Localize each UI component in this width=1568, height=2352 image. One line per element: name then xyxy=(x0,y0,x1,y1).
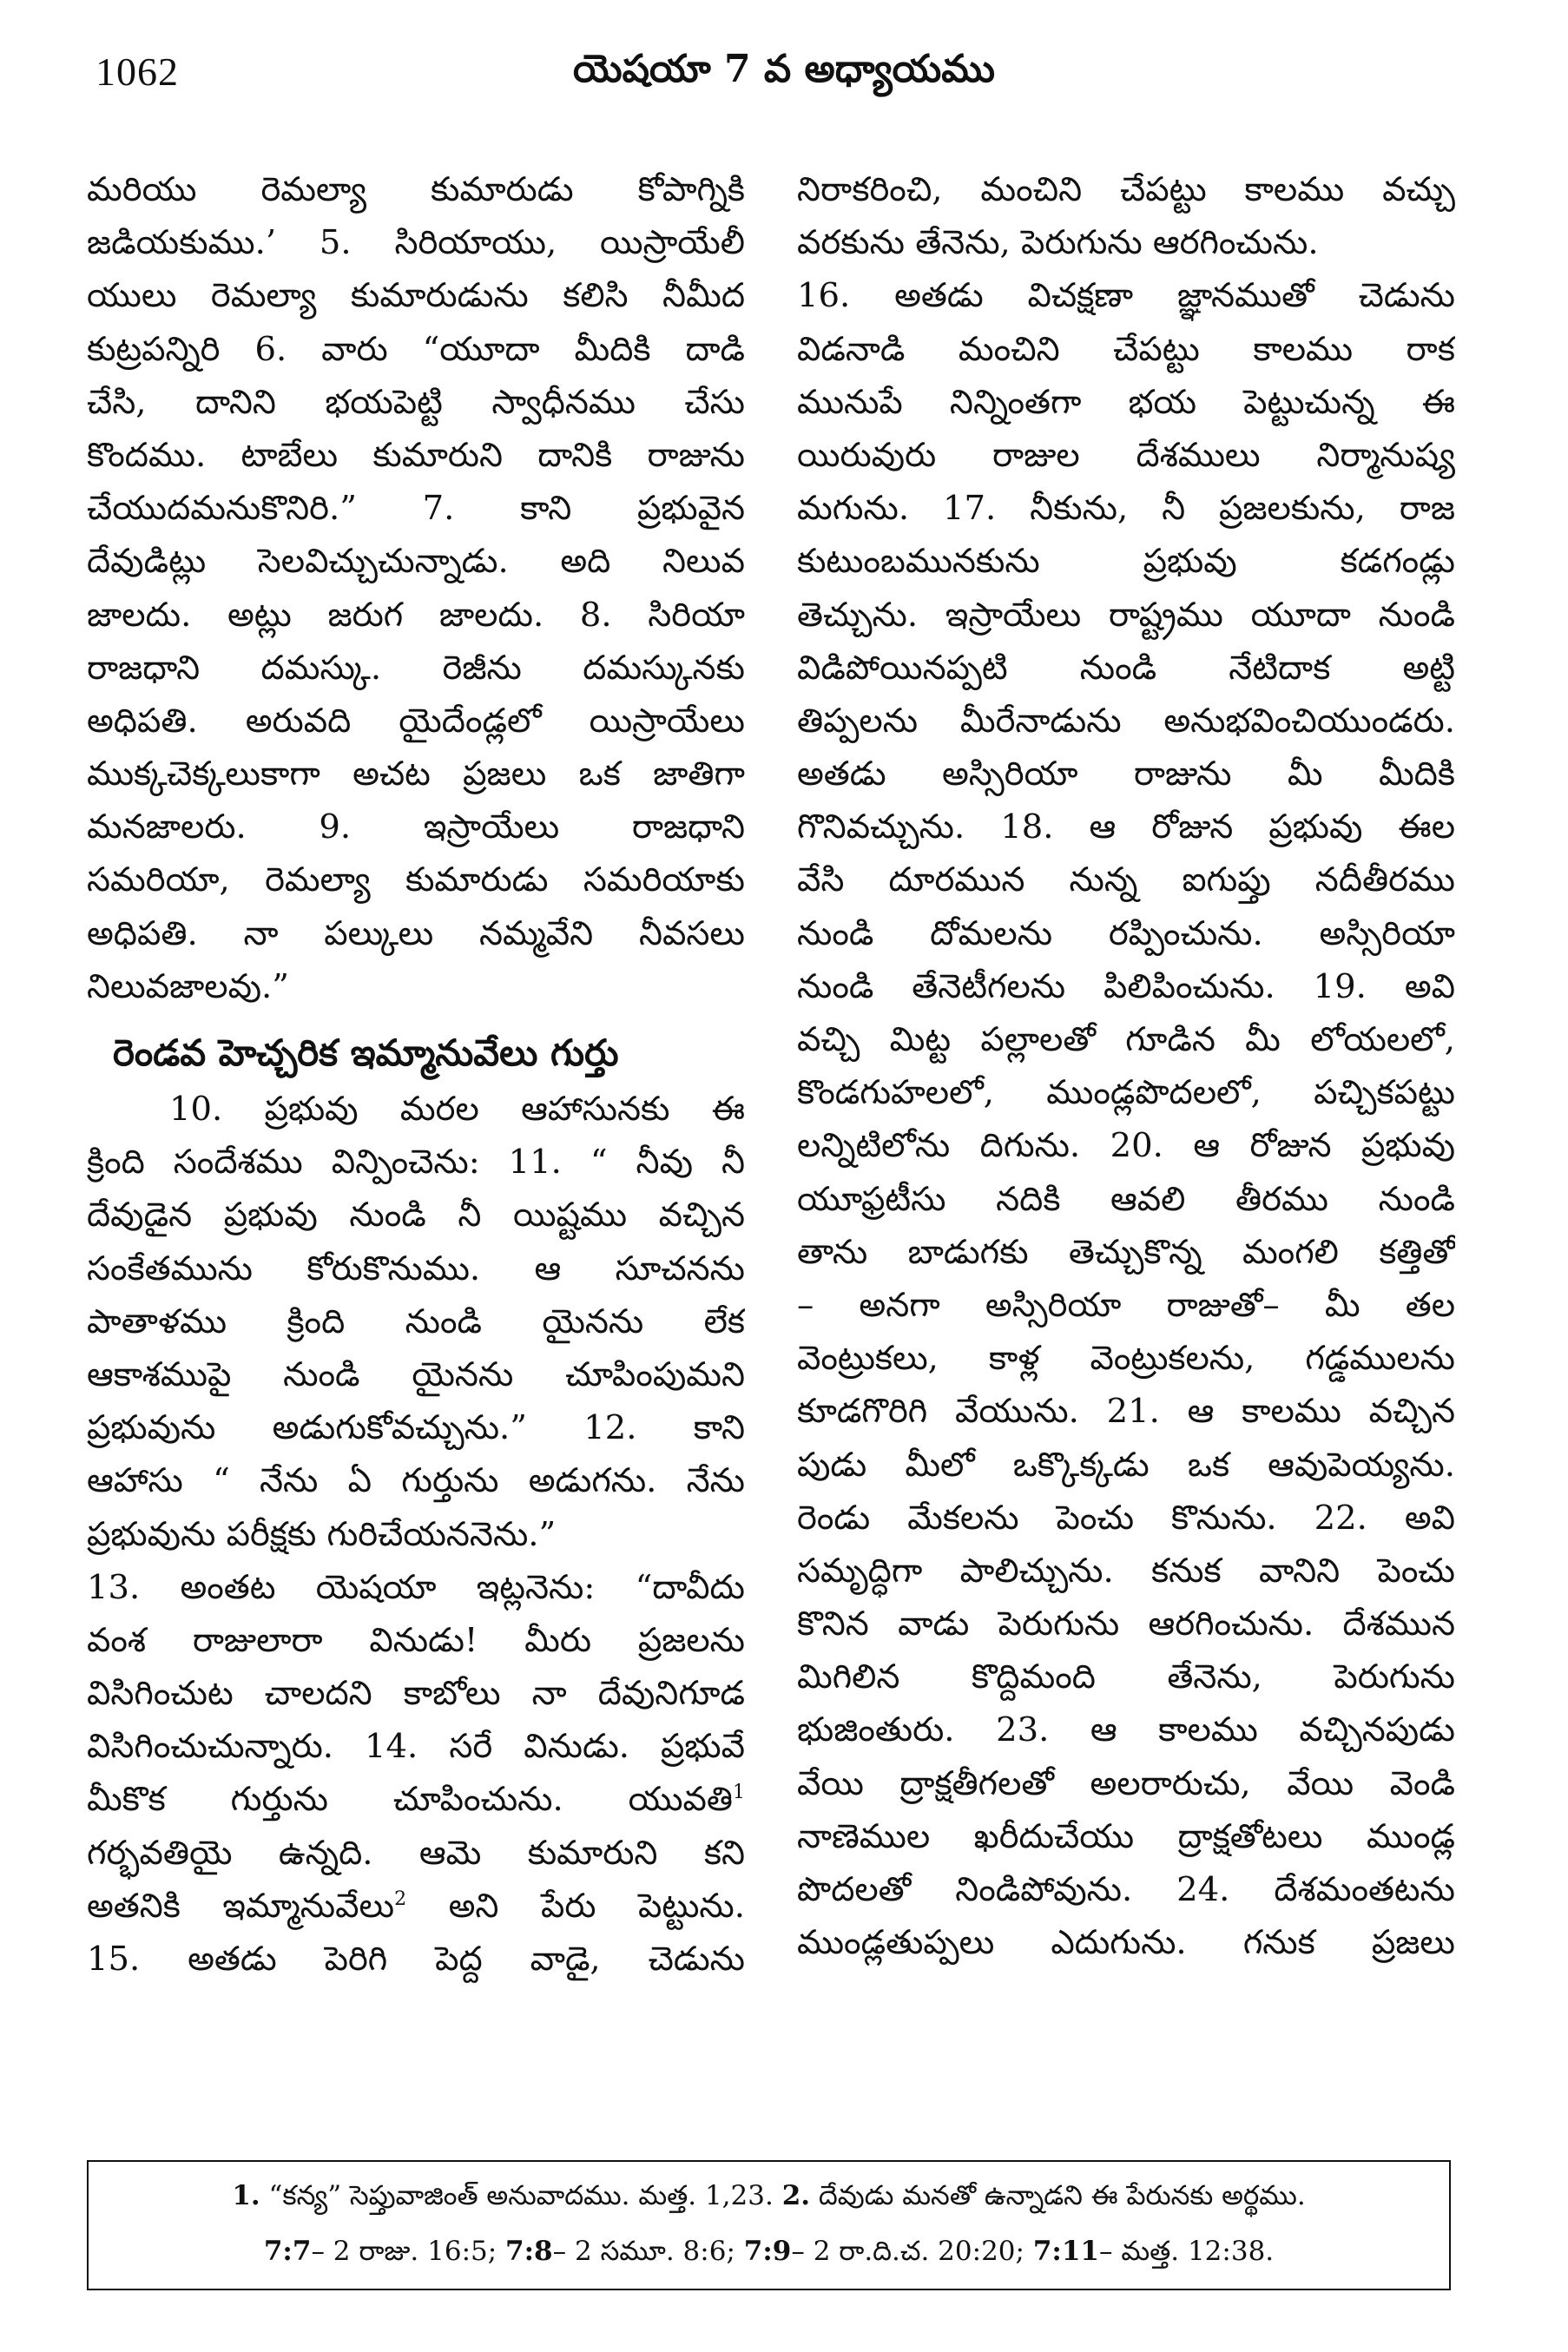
text-line: కూడగొరిగి వేయును. 21. ఆ కాలము వచ్చిన xyxy=(797,1392,1455,1432)
text-line: వేయి ద్రాక్షతీగలతో అలరారుచు, వేయి వెండి xyxy=(797,1763,1455,1803)
text-line: కుట్రపన్నిరి 6. వారు “యూదా మీదికి దాడి xyxy=(87,329,745,369)
text-line: విసిగించుట చాలదని కాబోలు నా దేవునిగూడ xyxy=(87,1674,745,1714)
text-line: నుండి తేనెటీగలను పిలిపించును. 19. అవి xyxy=(797,966,1455,1006)
reference-text: – మత్త. 12:38. xyxy=(1098,2236,1275,2267)
text-fragment: అని పేరు పెట్టును. xyxy=(406,1886,745,1926)
text-fragment: మీకొక గుర్తును చూపించును. యువతి xyxy=(87,1780,733,1820)
text-line: తిప్పలను మీరేనాడును అనుభవించియుండరు. xyxy=(797,701,1455,741)
text-line: ఆకాశముపై నుండి యైనను చూపింపుమని xyxy=(87,1354,745,1394)
reference-label: 7:9 xyxy=(743,2236,792,2267)
text-line: భుజింతురు. 23. ఆ కాలము వచ్చినపుడు xyxy=(797,1710,1455,1750)
text-line: మునుపే నిన్నింతగా భయ పెట్టుచున్న ఈ xyxy=(797,382,1455,422)
text-line: గర్భవతియై ఉన్నది. ఆమె కుమారుని కని xyxy=(87,1833,745,1873)
text-line: క్రింది సందేశము విన్పించెను: 11. “ నీవు నీ xyxy=(87,1143,745,1183)
text-line: కొనిన వాడు పెరుగును ఆరగించును. దేశమున xyxy=(797,1604,1455,1644)
left-column xyxy=(87,163,745,1986)
text-fragment: అతనికి ఇమ్మానువేలు xyxy=(87,1886,395,1926)
text-line: పుడు మీలో ఒక్కొక్కడు ఒక ఆవుపెయ్యను. xyxy=(797,1445,1455,1485)
text-line: జడియకుము.’ 5. సిరియాయు, యిస్రాయేలీ xyxy=(87,223,745,263)
text-line: మిగిలిన కొద్దిమంది తేనెను, పెరుగును xyxy=(797,1657,1455,1697)
cross-references xyxy=(89,2233,1449,2270)
footnote-text: దేవుడు మనతో ఉన్నాడని ఈ పేరునకు అర్థము. xyxy=(810,2180,1306,2211)
text-line: మనజాలరు. 9. ఇస్రాయేలు రాజధాని xyxy=(87,807,745,847)
text-line: పాతాళము క్రింది నుండి యైనను లేక xyxy=(87,1301,745,1341)
text-line: ముక్కచెక్కలుకాగా అచట ప్రజలు ఒక జాతిగా xyxy=(87,754,745,794)
text-line: కుటుంబమునకును ప్రభువు కడగండ్లు xyxy=(797,542,1455,582)
text-line: గొనివచ్చును. 18. ఆ రోజున ప్రభువు ఈల xyxy=(797,807,1455,847)
text-line: అధిపతి. అరువది యైదేండ్లలో యిస్రాయేలు xyxy=(87,701,745,741)
text-line: ప్రభువును పరీక్షకు గురిచేయననెను.” xyxy=(87,1514,557,1554)
reference-label: 7:7 xyxy=(263,2236,312,2267)
footnote-box xyxy=(87,2160,1451,2290)
text-line: సమృద్ధిగా పాలిచ్చును. కనుక వానిని పెంచు xyxy=(797,1551,1455,1591)
text-line: వేసి దూరమున నున్న ఐగుప్తు నదీతీరము xyxy=(797,860,1455,900)
footnote-line xyxy=(89,2177,1449,2214)
text-line: దేవుడైన ప్రభువు నుండి నీ యిష్టము వచ్చిన xyxy=(87,1196,745,1235)
footnote-number: 1. xyxy=(232,2180,260,2211)
text-line: సంకేతమును కోరుకొనుము. ఆ సూచనను xyxy=(87,1248,745,1288)
text-line: 16. అతడు విచక్షణా జ్ఞానముతో చెడును xyxy=(797,276,1455,316)
reference-label: 7:11 xyxy=(1032,2236,1099,2267)
footnote-number: 2. xyxy=(781,2180,811,2211)
text-line: అతడు అస్సిరియా రాజును మీ మీదికి xyxy=(797,754,1455,794)
text-line-with-footnote xyxy=(87,1880,745,1933)
text-line: విసిగించుచున్నారు. 14. సరే వినుడు. ప్రభువే xyxy=(87,1727,745,1767)
text-line: వచ్చి మిట్ట పల్లాలతో గూడిన మీ లోయలలో, xyxy=(797,1020,1455,1059)
text-line: నాణెముల ఖరీదుచేయు ద్రాక్షతోటలు ముండ్ల xyxy=(797,1816,1455,1856)
text-line: రాజధాని దమస్కు. రెజీను దమస్కునకు xyxy=(87,648,745,688)
text-line: మగును. 17. నీకును, నీ ప్రజలకును, రాజ xyxy=(797,489,1455,529)
text-line: నిరాకరించి, మంచిని చేపట్టు కాలము వచ్చు xyxy=(797,170,1455,209)
text-line: మరియు రెమల్యా కుమారుడు కోపాగ్నికి xyxy=(87,170,745,209)
text-line: తాను బాడుగకు తెచ్చుకొన్న మంగలి కత్తితో xyxy=(797,1232,1455,1272)
reference-label: 7:8 xyxy=(505,2236,553,2267)
section-heading: రెండవ హెచ్చరిక ఇమ్మానువేలు గుర్తు xyxy=(113,1031,619,1074)
text-line: తెచ్చును. ఇస్రాయేలు రాష్ట్రము యూదా నుండి xyxy=(797,595,1455,635)
text-line: నిలువజాలవు.” xyxy=(87,966,289,1006)
text-line: దేవుడిట్లు సెలవిచ్చుచున్నాడు. అది నిలువ xyxy=(87,542,745,582)
reference-text: – 2 సమూ. 8:6; xyxy=(552,2236,744,2267)
text-line: వంశ రాజులారా వినుడు! మీరు ప్రజలను xyxy=(87,1620,745,1660)
text-line: యులు రెమల్యా కుమారుడును కలిసి నీమీద xyxy=(87,276,745,316)
text-line-with-footnote xyxy=(87,1773,745,1826)
text-line: ముండ్లతుప్పలు ఎదుగును. గనుక ప్రజలు xyxy=(797,1923,1455,1963)
footnote-text: “కన్య” సెప్తువాజింత్ అనువాదము. మత్త. 1,23. xyxy=(260,2180,782,2211)
text-line: – అనగా అస్సిరియా రాజుతో– మీ తల xyxy=(797,1285,1455,1325)
text-line: రెండు మేకలను పెంచు కొనును. 22. అవి xyxy=(797,1498,1455,1538)
text-line: ప్రభువును అడుగుకోవచ్చును.” 12. కాని xyxy=(87,1408,745,1448)
footnote-marker: 1 xyxy=(733,1782,745,1804)
text-line: సమరియా, రెమల్యా కుమారుడు సమరియాకు xyxy=(87,860,745,900)
text-line: యిరువురు రాజుల దేశములు నిర్మానుష్య xyxy=(797,435,1455,475)
right-column xyxy=(797,163,1455,1969)
reference-text: – 2 రాజు. 16:5; xyxy=(311,2236,506,2267)
text-line: 13. అంతట యెషయా ఇట్లనెను: “దావీదు xyxy=(87,1567,745,1607)
footnote-marker: 2 xyxy=(394,1888,407,1910)
text-line: వరకును తేనెను, పెరుగును ఆరగించును. xyxy=(797,223,1319,263)
text-line: జాలదు. అట్లు జరుగ జాలదు. 8. సిరియా xyxy=(87,595,745,635)
text-line: 10. ప్రభువు మరల ఆహాసునకు ఈ xyxy=(169,1090,745,1129)
text-line: విడనాడి మంచిని చేపట్టు కాలము రాక xyxy=(797,329,1455,369)
text-line: నుండి దోమలను రప్పించును. అస్సిరియా xyxy=(797,913,1455,953)
text-line: చేసి, దానిని భయపెట్టి స్వాధీనము చేసు xyxy=(87,382,745,422)
text-line: ఆహాసు “ నేను ఏ గుర్తును అడుగను. నేను xyxy=(87,1461,745,1501)
text-line: కొండగుహలలో, ముండ్లపొదలలో, పచ్చికపట్టు xyxy=(797,1073,1455,1113)
text-line: లన్నిటిలోను దిగును. 20. ఆ రోజున ప్రభువు xyxy=(797,1126,1455,1166)
text-line: కొందము. టాబేలు కుమారుని దానికి రాజును xyxy=(87,435,745,475)
text-line: విడిపోయినప్పటి నుండి నేటిదాక అట్టి xyxy=(797,648,1455,688)
text-line: యూఫ్రటీసు నదికి ఆవలి తీరము నుండి xyxy=(797,1179,1455,1219)
text-line: అధిపతి. నా పల్కులు నమ్మవేని నీవసలు xyxy=(87,913,745,953)
reference-text: – 2 రా.ది.చ. 20:20; xyxy=(791,2236,1033,2267)
running-head: యెషయా 7 వ అధ్యాయము xyxy=(573,47,995,91)
text-line: 15. అతడు పెరిగి పెద్ద వాడై, చెడును xyxy=(87,1940,745,1979)
text-line: చేయుదమనుకొనిరి.” 7. కాని ప్రభువైన xyxy=(87,489,745,529)
page-number: 1062 xyxy=(96,49,179,94)
text-line: వెంట్రుకలు, కాళ్ల వెంట్రుకలను, గడ్డములను xyxy=(797,1339,1455,1379)
text-line: పొదలతో నిండిపోవును. 24. దేశమంతటను xyxy=(797,1870,1455,1909)
